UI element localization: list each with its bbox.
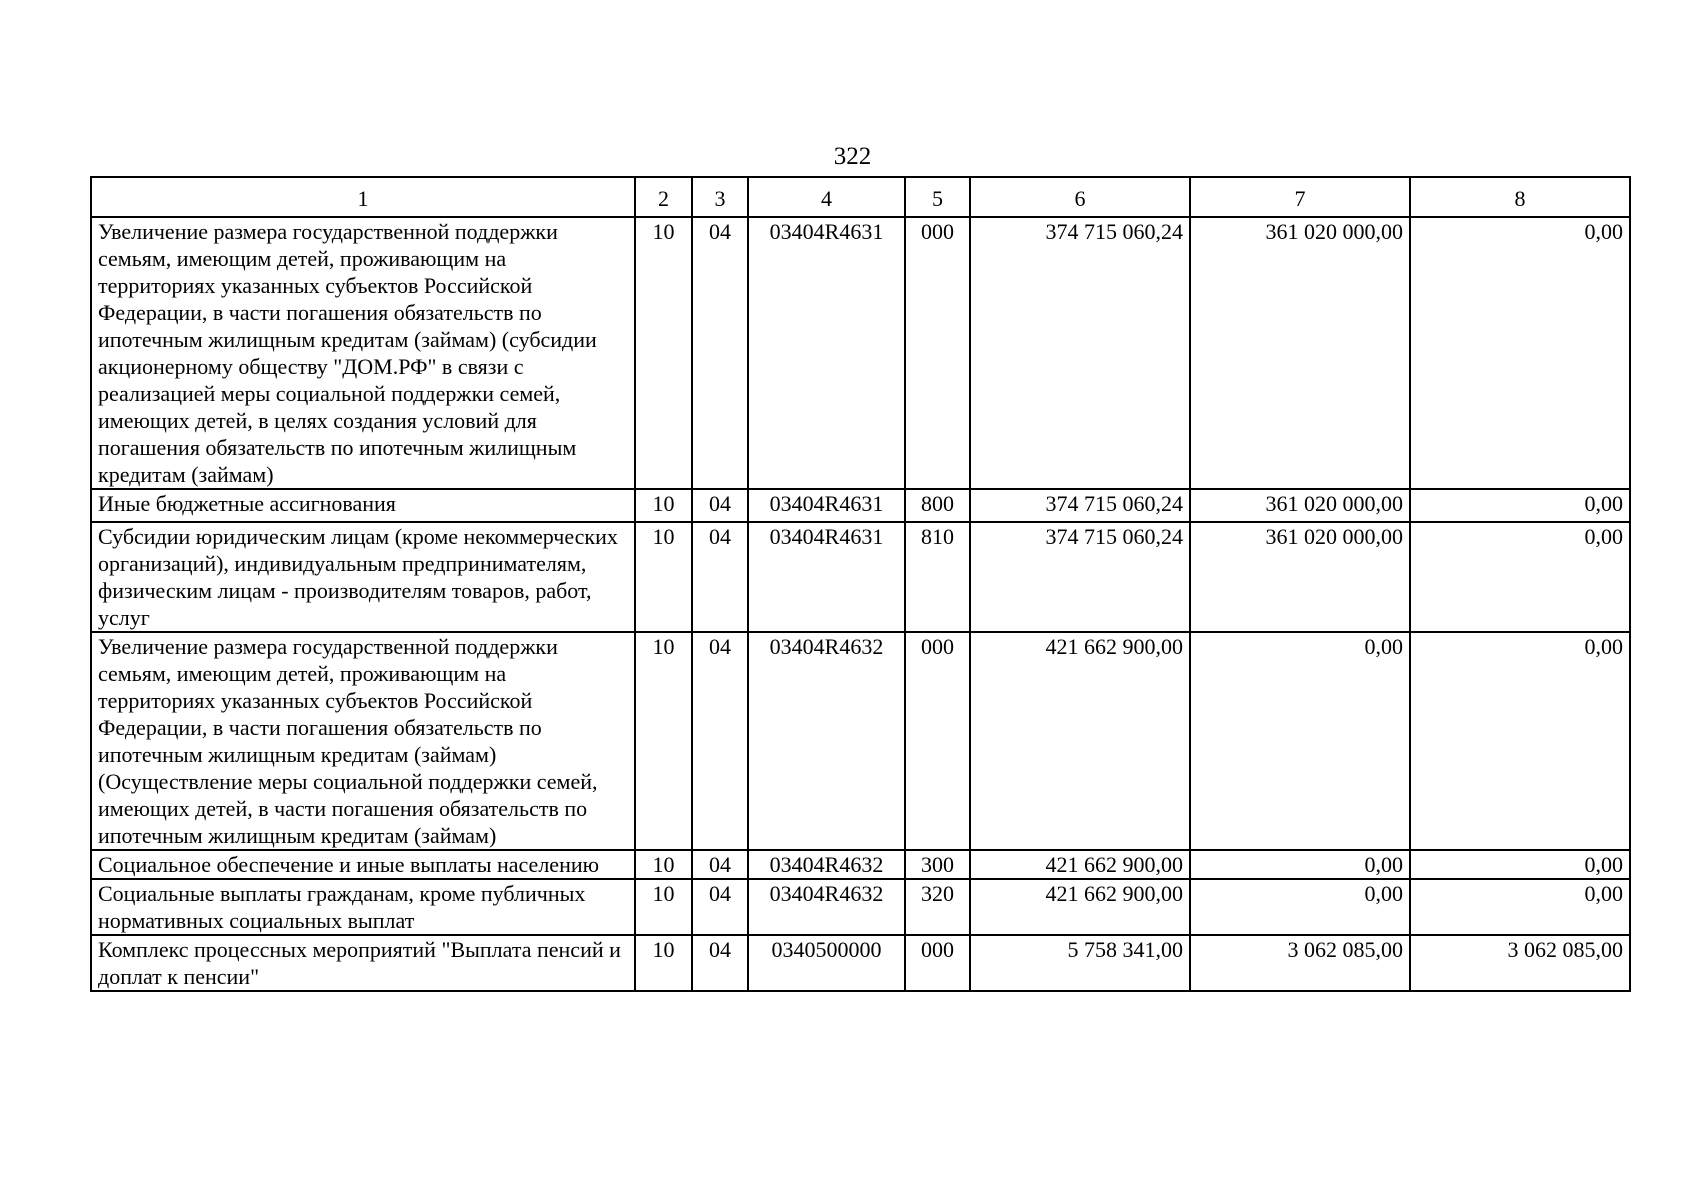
table-row: [91, 522, 1630, 632]
amount-col-8: 0,00: [1410, 217, 1630, 489]
target-article-code: 03404R4631: [748, 217, 905, 489]
target-article-code: 0340500000: [748, 935, 905, 991]
section-code: 10: [635, 850, 692, 879]
amount-col-6: 374 715 060,24: [970, 217, 1190, 489]
column-header: 6: [970, 177, 1190, 217]
table-row: [91, 217, 1630, 489]
expense-name: Субсидии юридическим лицам (кроме некоммерческих организаций), индивидуальным предпринимателям, физическим лицам - производителям товаров, работ, услуг: [91, 522, 635, 632]
amount-col-8: 0,00: [1410, 632, 1630, 850]
subsection-code: 04: [692, 632, 748, 850]
header-row: [91, 177, 1630, 217]
target-article-code: 03404R4631: [748, 522, 905, 632]
column-header: 5: [905, 177, 970, 217]
amount-col-7: 361 020 000,00: [1190, 489, 1410, 522]
column-header: 1: [91, 177, 635, 217]
section-code: 10: [635, 935, 692, 991]
amount-col-7: 361 020 000,00: [1190, 522, 1410, 632]
amount-col-7: 0,00: [1190, 879, 1410, 935]
expense-type-code: 000: [905, 632, 970, 850]
amount-col-6: 374 715 060,24: [970, 522, 1190, 632]
expense-name: Иные бюджетные ассигнования: [91, 489, 635, 522]
subsection-code: 04: [692, 850, 748, 879]
amount-col-7: 0,00: [1190, 850, 1410, 879]
amount-col-8: 0,00: [1410, 489, 1630, 522]
subsection-code: 04: [692, 935, 748, 991]
expense-name: Комплекс процессных мероприятий "Выплата пенсий и доплат к пенсии": [91, 935, 635, 991]
amount-col-6: 421 662 900,00: [970, 632, 1190, 850]
target-article-code: 03404R4631: [748, 489, 905, 522]
budget-table: [90, 176, 1631, 992]
expense-name: Социальные выплаты гражданам, кроме публичных нормативных социальных выплат: [91, 879, 635, 935]
target-article-code: 03404R4632: [748, 879, 905, 935]
table-row: [91, 935, 1630, 991]
expense-type-code: 000: [905, 217, 970, 489]
amount-col-6: 374 715 060,24: [970, 489, 1190, 522]
amount-col-8: 3 062 085,00: [1410, 935, 1630, 991]
amount-col-6: 5 758 341,00: [970, 935, 1190, 991]
subsection-code: 04: [692, 879, 748, 935]
expense-type-code: 320: [905, 879, 970, 935]
expense-name: Увеличение размера государственной поддержки семьям, имеющим детей, проживающим на территориях указанных субъектов Российской Федерации, в части погашения обязательств по ипотечным жилищным кредитам (займам) (Осуществление меры социальной поддержки семей, имеющих детей, в части погашения обязательств по ипотечным жилищным кредитам (займам): [91, 632, 635, 850]
amount-col-7: 361 020 000,00: [1190, 217, 1410, 489]
expense-type-code: 800: [905, 489, 970, 522]
amount-col-6: 421 662 900,00: [970, 850, 1190, 879]
amount-col-7: 0,00: [1190, 632, 1410, 850]
amount-col-8: 0,00: [1410, 522, 1630, 632]
section-code: 10: [635, 217, 692, 489]
column-header: 4: [748, 177, 905, 217]
column-header: 2: [635, 177, 692, 217]
table-row: [91, 850, 1630, 879]
table-row: [91, 879, 1630, 935]
page-number: 322: [833, 143, 872, 170]
subsection-code: 04: [692, 489, 748, 522]
table-row: [91, 632, 1630, 850]
column-header: 7: [1190, 177, 1410, 217]
amount-col-7: 3 062 085,00: [1190, 935, 1410, 991]
column-header: 3: [692, 177, 748, 217]
amount-col-8: 0,00: [1410, 879, 1630, 935]
amount-col-8: 0,00: [1410, 850, 1630, 879]
expense-type-code: 810: [905, 522, 970, 632]
section-code: 10: [635, 489, 692, 522]
target-article-code: 03404R4632: [748, 632, 905, 850]
amount-col-6: 421 662 900,00: [970, 879, 1190, 935]
subsection-code: 04: [692, 522, 748, 632]
expense-name: Социальное обеспечение и иные выплаты населению: [91, 850, 635, 879]
table-row: [91, 489, 1630, 522]
expense-type-code: 000: [905, 935, 970, 991]
expense-type-code: 300: [905, 850, 970, 879]
section-code: 10: [635, 632, 692, 850]
section-code: 10: [635, 879, 692, 935]
target-article-code: 03404R4632: [748, 850, 905, 879]
subsection-code: 04: [692, 217, 748, 489]
column-header: 8: [1410, 177, 1630, 217]
section-code: 10: [635, 522, 692, 632]
expense-name: Увеличение размера государственной поддержки семьям, имеющим детей, проживающим на территориях указанных субъектов Российской Федерации, в части погашения обязательств по ипотечным жилищным кредитам (займам) (субсидии акционерному обществу "ДОМ.РФ" в связи с реализацией меры социальной поддержки семей, имеющих детей, в целях создания условий для погашения обязательств по ипотечным жилищным кредитам (займам): [91, 217, 635, 489]
